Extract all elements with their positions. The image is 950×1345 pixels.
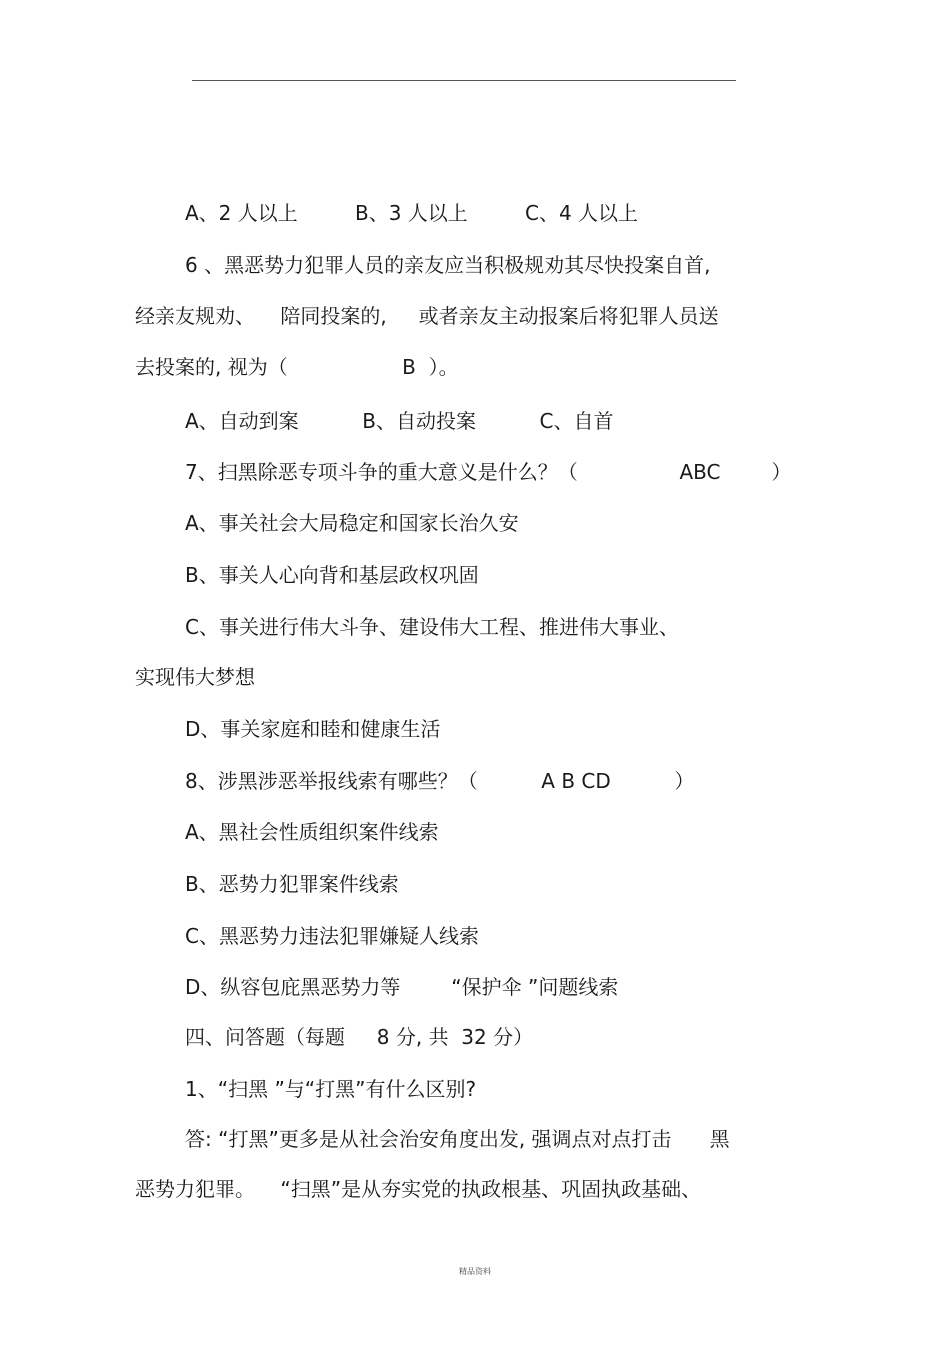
q8-question: 8、涉黑涉恶举报线索有哪些？（ A B CD ） bbox=[185, 769, 695, 793]
q8-option-d: D、纵容包庇黑恶势力等 “保护伞 ”问题线索 bbox=[185, 975, 619, 999]
q7-option-c: C、事关进行伟大斗争、建设伟大工程、推进伟大事业、 bbox=[185, 615, 679, 639]
q8-option-a: A、黑社会性质组织案件线索 bbox=[185, 820, 439, 844]
q7-option-c-cont: 实现伟大梦想 bbox=[135, 665, 255, 689]
q6-line-2: 经亲友规劝、 陪同投案的, 或者亲友主动报案后将犯罪人员送 bbox=[135, 304, 719, 328]
q6-line-1: 6 、黑恶势力犯罪人员的亲友应当积极规劝其尽快投案自首, bbox=[185, 253, 711, 277]
section-heading: 四、问答题（每题 8 分, 共 32 分） bbox=[185, 1025, 534, 1049]
answer-line-1: 答: “打黑”更多是从社会治安角度出发, 强调点对点打击 黑 bbox=[185, 1127, 730, 1151]
q6-options: A、自动到案 B、自动投案 C、自首 bbox=[185, 409, 614, 433]
q7-option-d: D、事关家庭和睦和健康生活 bbox=[185, 717, 441, 741]
q5-options: A、2 人以上 B、3 人以上 C、4 人以上 bbox=[185, 201, 639, 225]
essay-q1: 1、“扫黑 ”与“打黑”有什么区别? bbox=[185, 1077, 477, 1101]
q8-option-c: C、黑恶势力违法犯罪嫌疑人线索 bbox=[185, 924, 479, 948]
q7-question: 7、扫黑除恶专项斗争的重大意义是什么？（ ABC ） bbox=[185, 460, 792, 484]
page-footer: 精品资料 bbox=[459, 1267, 491, 1276]
answer-line-2: 恶势力犯罪。 “扫黑”是从夯实党的执政根基、巩固执政基础、 bbox=[135, 1177, 702, 1201]
q8-option-b: B、恶势力犯罪案件线索 bbox=[185, 872, 399, 896]
q6-line-3: 去投案的, 视为（ B ）。 bbox=[135, 355, 459, 379]
q7-option-a: A、事关社会大局稳定和国家长治久安 bbox=[185, 511, 519, 535]
header-rule bbox=[192, 80, 736, 81]
q7-option-b: B、事关人心向背和基层政权巩固 bbox=[185, 563, 479, 587]
